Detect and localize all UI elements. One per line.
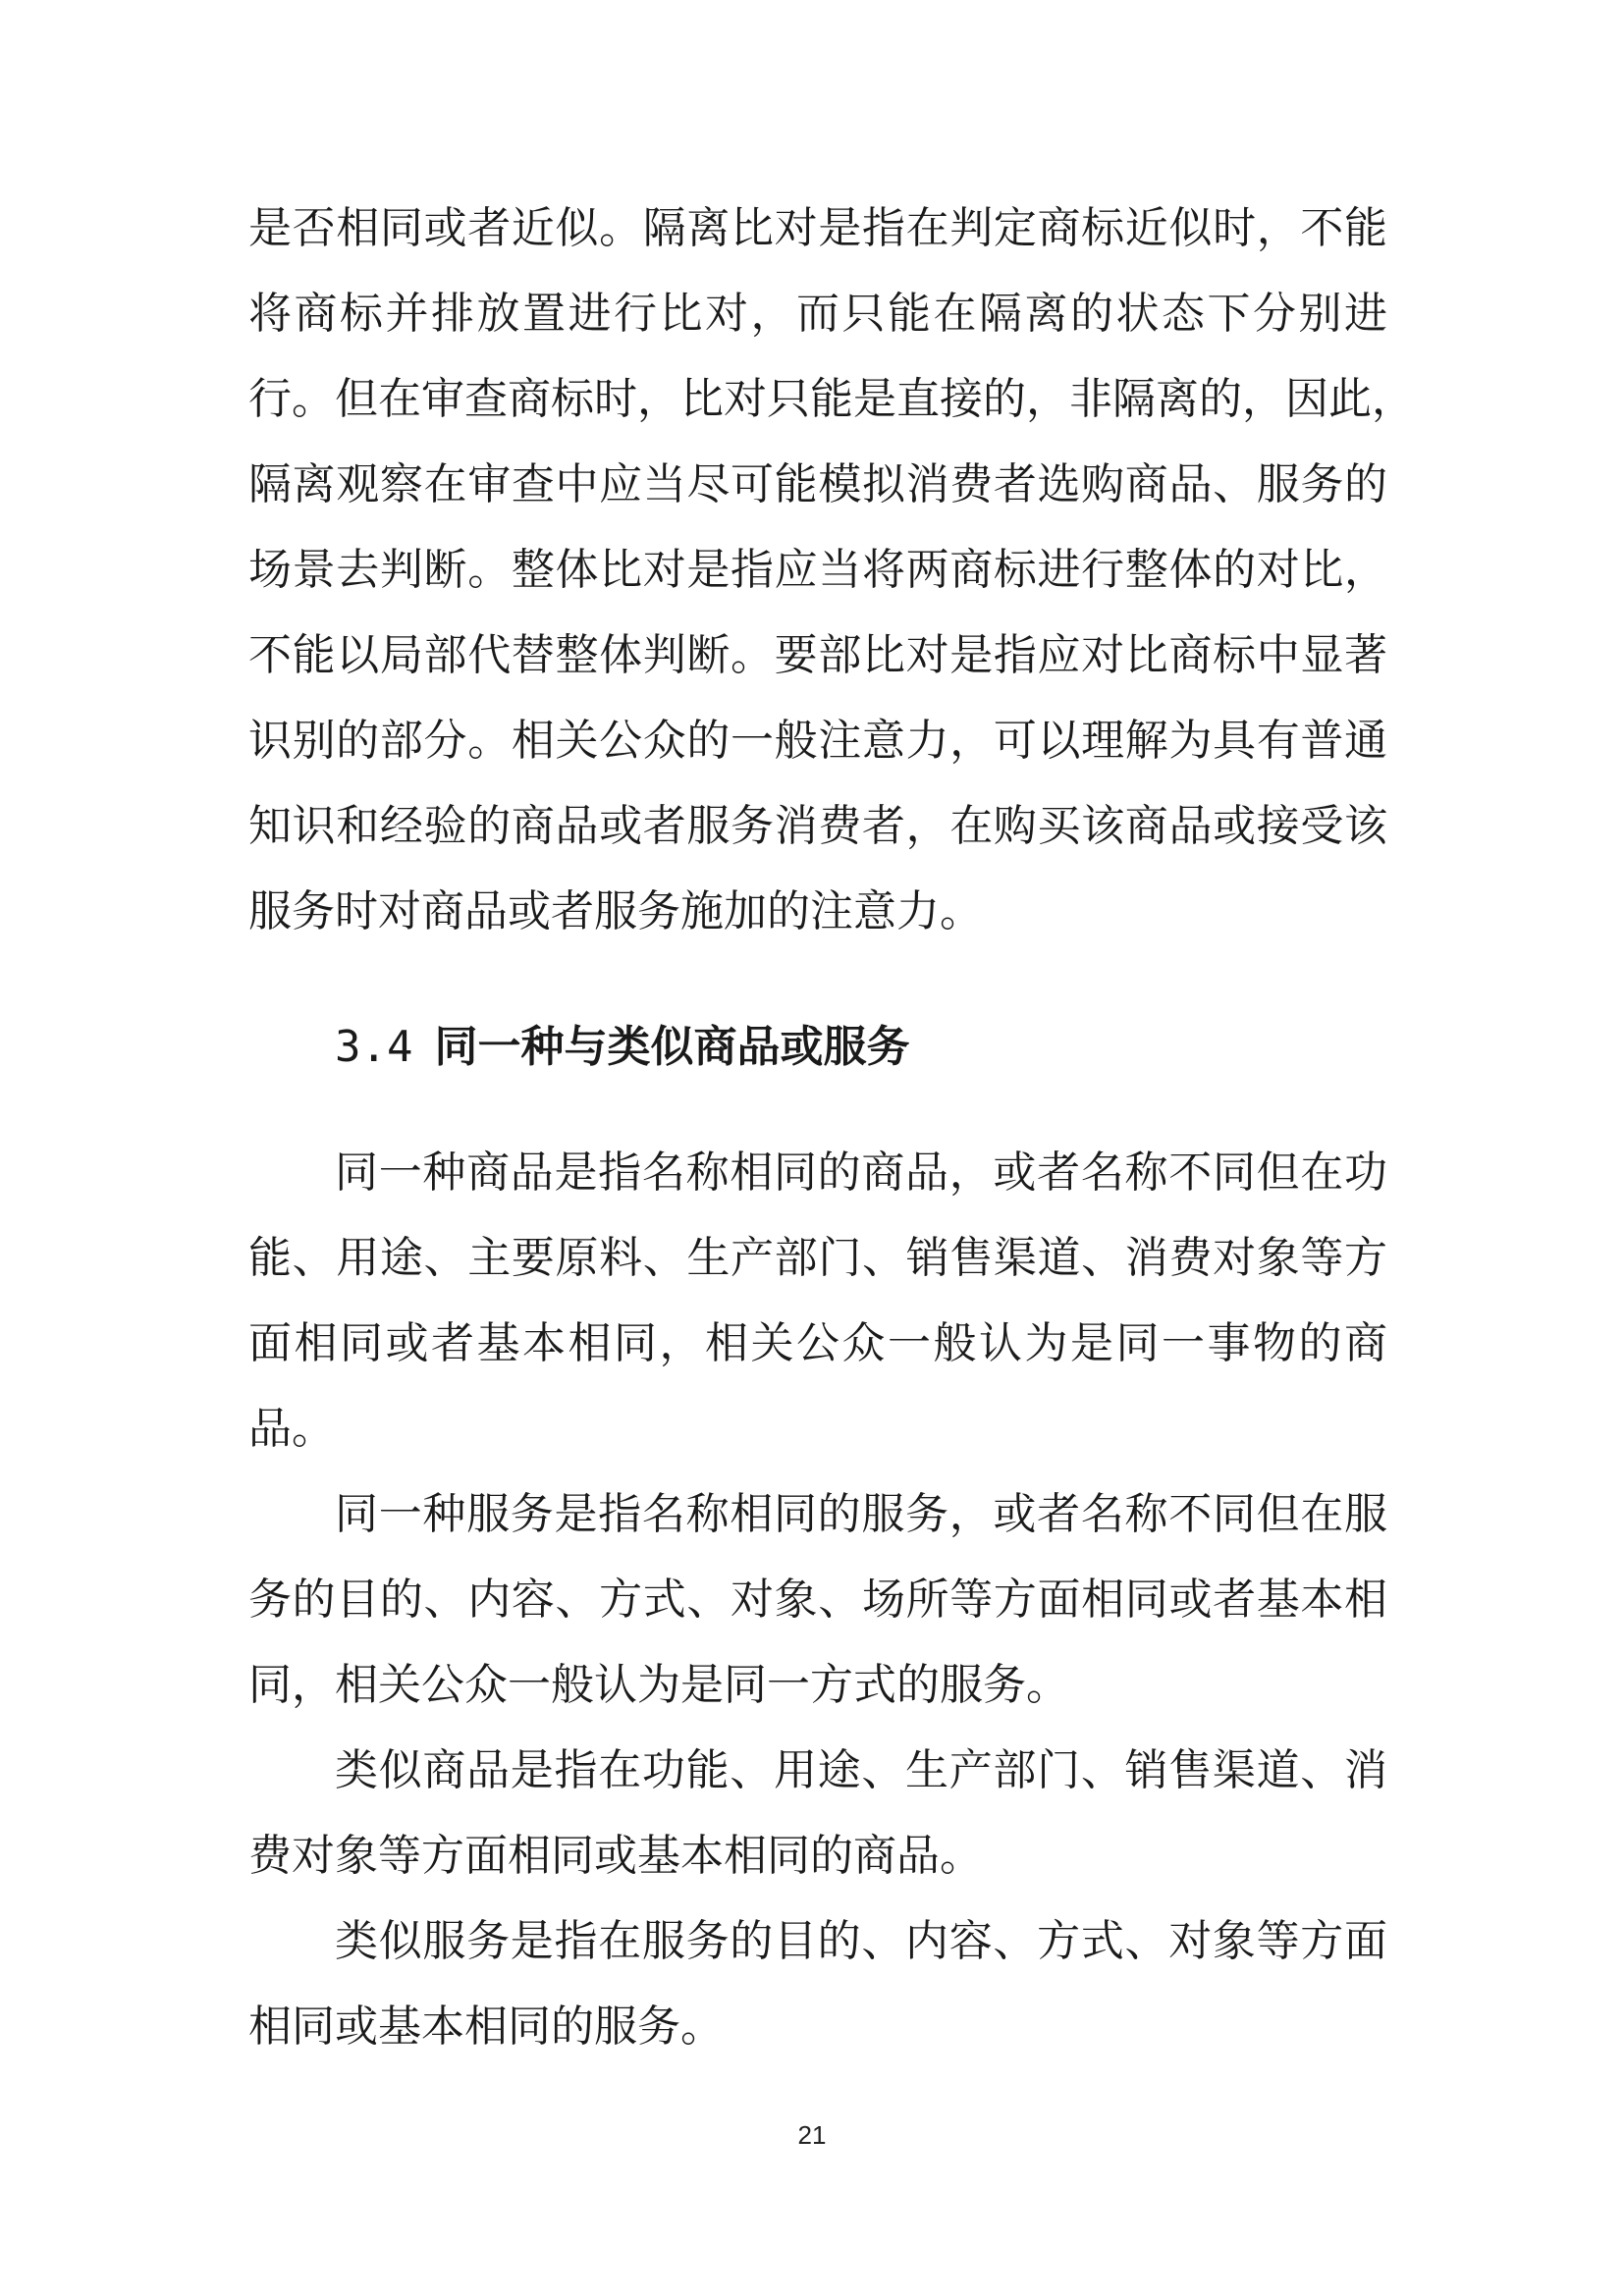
- text-line: 同一种服务是指名称相同的服务，或者名称不同但在服: [335, 1489, 1387, 1539]
- text-line: 将商标并排放置进行比对，而只能在隔离的状态下分别进: [248, 289, 1387, 339]
- text-line: 同，相关公众一般认为是同一方式的服务。: [248, 1660, 1069, 1710]
- text-line: 服务时对商品或者服务施加的注意力。: [248, 886, 983, 936]
- text-line: 相同或基本相同的服务。: [248, 2002, 724, 2052]
- text-line: 行。但在审查商标时，比对只能是直接的，非隔离的，因此，: [248, 374, 1415, 424]
- text-line: 不能以局部代替整体判断。要部比对是指应对比商标中显著: [248, 630, 1387, 680]
- text-line: 类似服务是指在服务的目的、内容、方式、对象等方面: [335, 1916, 1387, 1966]
- text-line: 费对象等方面相同或基本相同的商品。: [248, 1831, 983, 1881]
- text-line: 务的目的、内容、方式、对象、场所等方面相同或者基本相: [248, 1575, 1387, 1625]
- section-heading: [335, 1018, 909, 1077]
- text-line: 品。: [248, 1404, 335, 1454]
- text-line: 面相同或者基本相同，相关公众一般认为是同一事物的商: [248, 1318, 1387, 1368]
- section-title: 同一种与类似商品或服务: [434, 1022, 910, 1072]
- text-line: 场景去判断。整体比对是指应当将两商标进行整体的对比，: [248, 545, 1387, 595]
- text-line: 隔离观察在审查中应当尽可能模拟消费者选购商品、服务的: [248, 459, 1387, 509]
- text-line: 识别的部分。相关公众的一般注意力，可以理解为具有普通: [248, 716, 1387, 766]
- text-line: 知识和经验的商品或者服务消费者，在购买该商品或接受该: [248, 801, 1387, 851]
- text-line: 是否相同或者近似。隔离比对是指在判定商标近似时，不能: [248, 203, 1387, 253]
- text-line: 能、用途、主要原料、生产部门、销售渠道、消费对象等方: [248, 1233, 1387, 1283]
- page-number: 21: [797, 2120, 827, 2150]
- text-line: 类似商品是指在功能、用途、生产部门、销售渠道、消: [335, 1745, 1387, 1795]
- text-line: 同一种商品是指名称相同的商品，或者名称不同但在功: [335, 1148, 1387, 1198]
- section-number: 3.4: [335, 1022, 413, 1072]
